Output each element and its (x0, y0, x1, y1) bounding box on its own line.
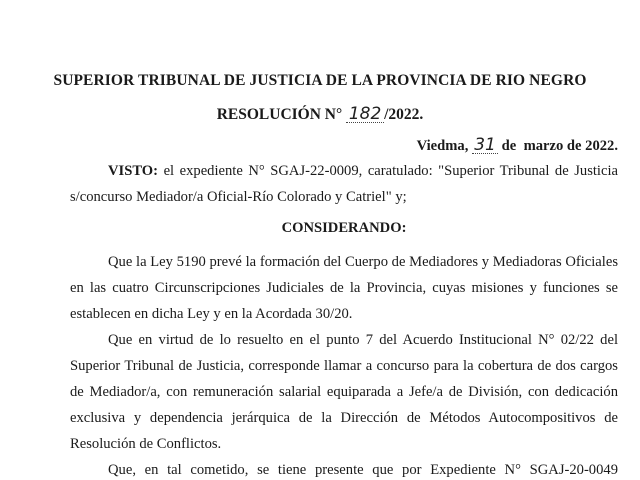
p1-line-2: en las cuatro Circunscripciones Judiciales de la Provincia, cuyas misiones y funciones se (70, 280, 618, 296)
resolution-number-handwritten: 182 (346, 106, 384, 123)
p1-line-1: Que la Ley 5190 prevé la formación del Cuerpo de Mediadores y Mediadoras Oficiales (108, 254, 618, 270)
resolution-suffix: /2022. (384, 106, 424, 123)
visto-line-2: s/concurso Mediador/a Oficial-Río Colorado y Catriel" y; (70, 189, 407, 205)
visto-text-1: el expediente N° SGAJ-22-0009, caratulado: "Superior Tribunal de Justicia (163, 163, 618, 179)
visto-line-1 (108, 163, 618, 180)
p2-line-4: exclusiva y dependencia jerárquica de la Dirección de Métodos Autocompositivos de (70, 410, 618, 426)
p2-line-2: Superior Tribunal de Justicia, corresponde llamar a concurso para la cobertura de dos cargos (70, 358, 618, 374)
p3-line-1: Que, en tal cometido, se tiene presente que por Expediente N° SGAJ-20-0049 (108, 462, 618, 478)
p2-line-1: Que en virtud de lo resuelto en el punto 7 del Acuerdo Institucional N° 02/22 del (108, 332, 618, 348)
dateline-de: de (501, 138, 517, 154)
p1-line-3: establecen en dicha Ley y en la Acordada 30/20. (70, 306, 353, 322)
dateline-rest: marzo de 2022. (523, 138, 618, 154)
p2-line-5: Resolución de Conflictos. (70, 436, 222, 452)
resolution-prefix: RESOLUCIÓN N° (216, 106, 343, 123)
visto-label: VISTO: (108, 163, 159, 179)
court-title: SUPERIOR TRIBUNAL DE JUSTICIA DE LA PROVINCIA DE RIO NEGRO (53, 72, 587, 89)
p2-line-3: de Mediador/a, con remuneración salarial equiparada a Jefe/a de División, con dedicación (70, 384, 618, 400)
resolution-title (0, 106, 640, 124)
dateline (70, 137, 618, 155)
dateline-city: Viedma, (416, 138, 469, 154)
considerando-heading: CONSIDERANDO: (281, 220, 407, 236)
dateline-day-handwritten: 31 (472, 137, 498, 154)
